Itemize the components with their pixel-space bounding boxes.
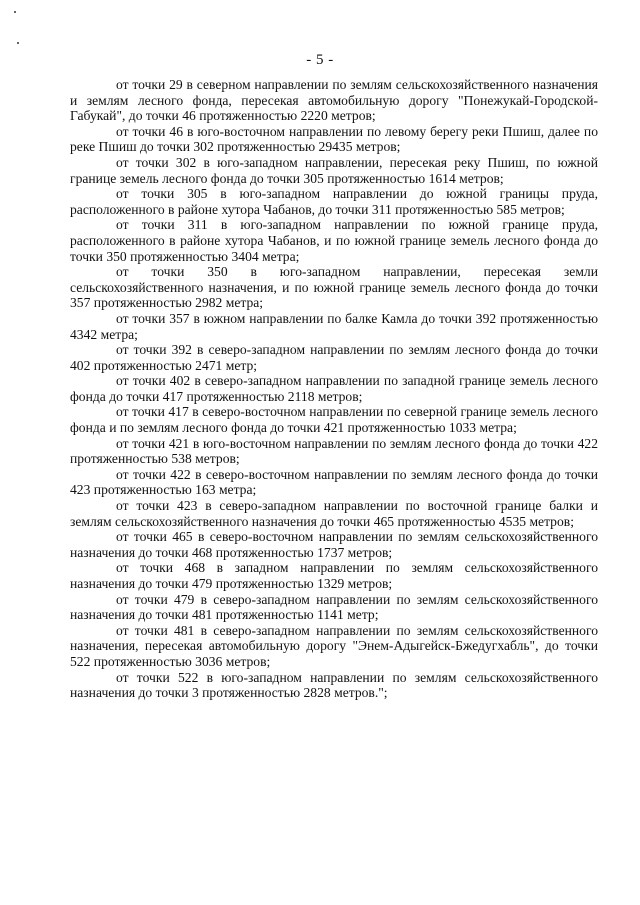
scan-speck: [17, 42, 19, 44]
paragraph: от точки 481 в северо-западном направлении по землям сельскохозяйственного назначения, пересекая автомобильную дорогу "Энем-Адыгейск-Бжедугхабль", до точки 522 протяженностью 3036 метров;: [70, 622, 598, 669]
paragraph: от точки 479 в северо-западном направлении по землям сельскохозяйственного назначения до точки 481 протяженностью 1141 метр;: [70, 591, 598, 623]
paragraph: от точки 423 в северо-западном направлении по восточной границе балки и землям сельскохозяйственного назначения до точки 465 протяженностью 4535 метров;: [70, 498, 598, 529]
scan-speck: [14, 11, 16, 13]
page-number: - 5 -: [306, 52, 334, 68]
paragraph: от точки 29 в северном направлении по землям сельскохозяйственного назначения и землям лесного фонда, пересекая автомобильную дорогу "Понежукай-Городской-Габукай", до точки 46 протяженностью 2220 метров;: [70, 77, 598, 124]
paragraph: от точки 522 в юго-западном направлении по землям сельскохозяйственного назначения до точки 3 протяженностью 2828 метров.";: [70, 669, 598, 701]
paragraph: от точки 417 в северо-восточном направлении по северной границе земель лесного фонда и по землям лесного фонда до точки 421 протяженностью 1033 метра;: [70, 404, 598, 436]
paragraph: от точки 422 в северо-восточном направлении по землям лесного фонда до точки 423 протяженностью 163 метра;: [70, 466, 598, 498]
document-body: [70, 77, 598, 701]
paragraph: от точки 465 в северо-восточном направлении по землям сельскохозяйственного назначения до точки 468 протяженностью 1737 метров;: [70, 529, 598, 560]
paragraph: от точки 311 в юго-западном направлении по южной границе пруда, расположенного в районе хутора Чабанов, и по южной границе земель лесного фонда до точки 350 протяженностью 3404 метра;: [70, 217, 598, 264]
paragraph: от точки 305 в юго-западном направлении до южной границы пруда, расположенного в районе хутора Чабанов, до точки 311 протяженностью 585 метров;: [70, 186, 598, 217]
paragraph: от точки 46 в юго-восточном направлении по левому берегу реки Пшиш, далее по реке Пшиш до точки 302 протяженностью 29435 метров;: [70, 123, 598, 155]
paragraph: от точки 392 в северо-западном направлении по землям лесного фонда до точки 402 протяженностью 2471 метр;: [70, 342, 598, 373]
paragraph: от точки 402 в северо-западном направлении по западной границе земель лесного фонда до точки 417 протяженностью 2118 метров;: [70, 373, 598, 404]
paragraph: от точки 421 в юго-восточном направлении по землям лесного фонда до точки 422 протяженностью 538 метров;: [70, 435, 598, 467]
paragraph: от точки 468 в западном направлении по землям сельскохозяйственного назначения до точки 479 протяженностью 1329 метров;: [70, 560, 598, 591]
paragraph: от точки 350 в юго-западном направлении, пересекая земли сельскохозяйственного назначения, и по южной границе земель лесного фонда до точки 357 протяженностью 2982 метра;: [70, 264, 598, 311]
paragraph: от точки 357 в южном направлении по балке Камла до точки 392 протяженностью 4342 метра;: [70, 310, 598, 342]
paragraph: от точки 302 в юго-западном направлении, пересекая реку Пшиш, по южной границе земель лесного фонда до точки 305 протяженностью 1614 метров;: [70, 154, 598, 186]
